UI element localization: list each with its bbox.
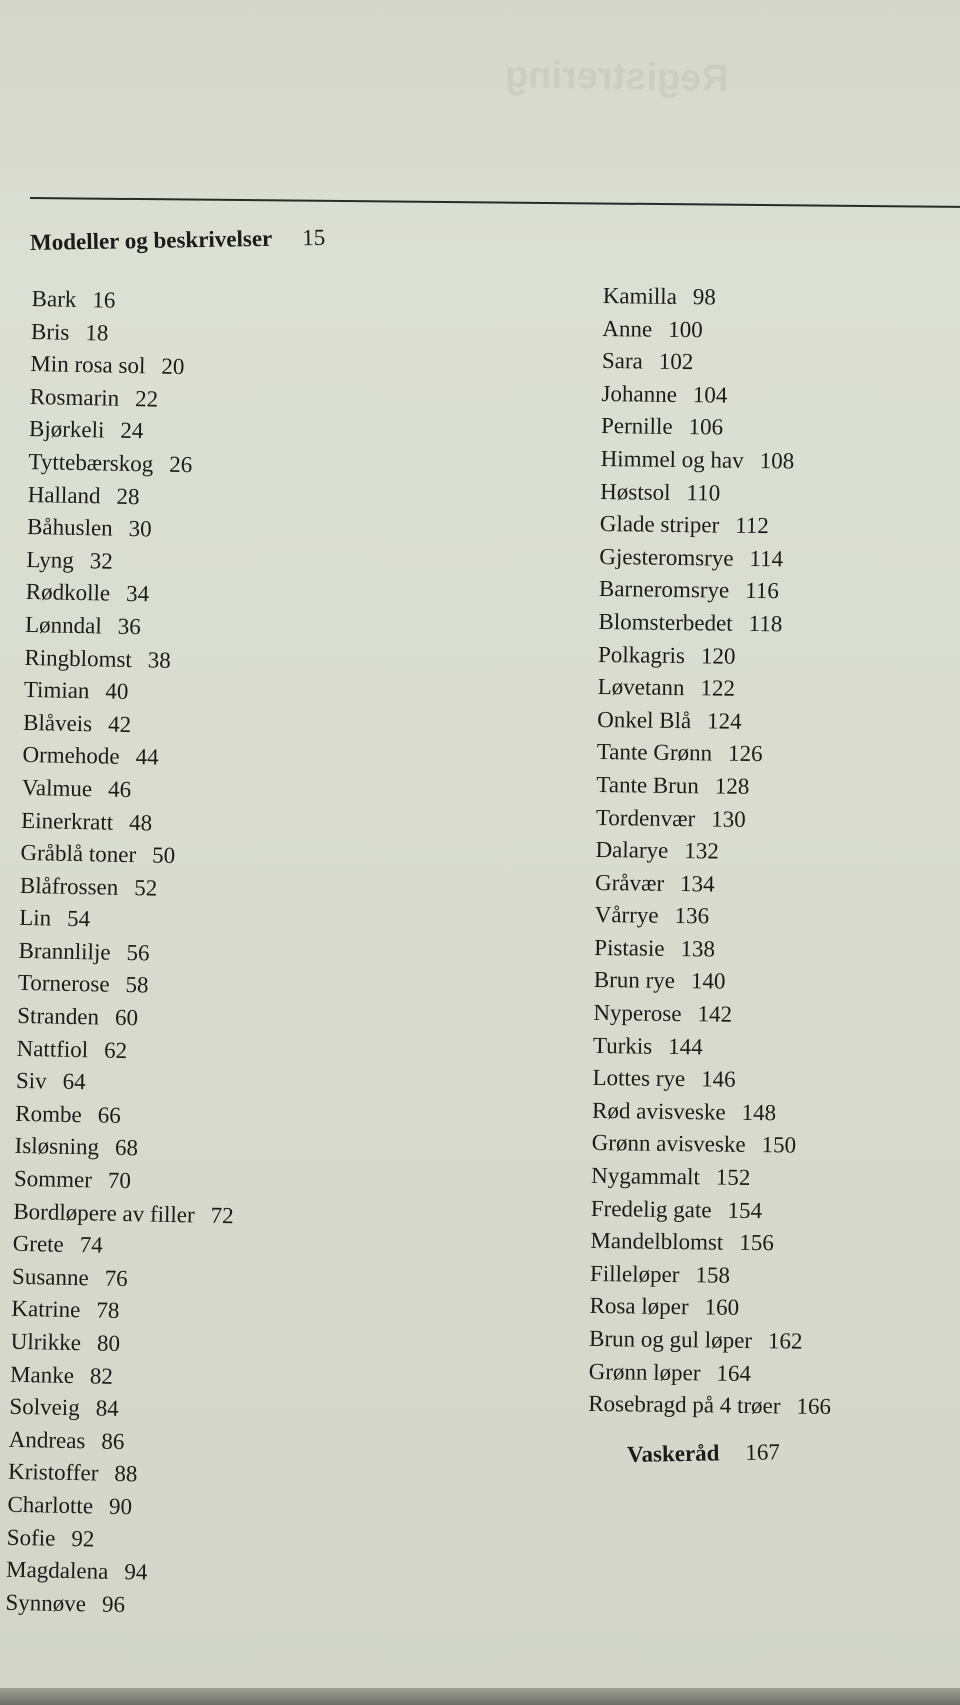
toc-entry xyxy=(14,1163,235,1200)
toc-entry xyxy=(16,1033,237,1070)
toc-entry-title: Rosa løper xyxy=(589,1293,689,1320)
toc-entry xyxy=(596,769,839,805)
toc-entry-title: Solveig xyxy=(9,1393,80,1421)
page-bottom-edge xyxy=(0,1688,960,1705)
footer-section-page: 167 xyxy=(745,1439,781,1465)
toc-entry-title: Kamilla xyxy=(602,282,678,309)
toc-entry-page: 38 xyxy=(147,646,172,673)
toc-entry-title: Bris xyxy=(30,318,70,345)
toc-entry-page: 34 xyxy=(125,581,150,607)
toc-entry xyxy=(590,1225,833,1261)
toc-entry-page: 64 xyxy=(62,1069,86,1095)
toc-entry xyxy=(602,313,845,349)
toc-entry-page: 130 xyxy=(711,805,746,832)
toc-entry-page: 116 xyxy=(745,578,780,604)
toc-entry-page: 166 xyxy=(796,1393,832,1420)
toc-entry-title: Brun rye xyxy=(593,967,676,994)
toc-entry-page: 120 xyxy=(700,642,736,669)
toc-entry-title: Rødkolle xyxy=(25,579,111,606)
toc-entry-page: 142 xyxy=(697,1001,733,1027)
toc-entry-page: 78 xyxy=(96,1297,120,1324)
toc-entry-page: 82 xyxy=(89,1362,114,1389)
toc-entry-title: Anne xyxy=(602,315,653,342)
toc-entry-page: 94 xyxy=(124,1559,148,1585)
toc-entry-page: 150 xyxy=(761,1132,797,1159)
toc-entry-title: Tante Brun xyxy=(596,771,700,799)
toc-entry xyxy=(597,736,840,772)
toc-entry xyxy=(16,1065,237,1102)
toc-entry-page: 156 xyxy=(739,1230,774,1256)
toc-entry-title: Katrine xyxy=(11,1296,81,1323)
toc-entry xyxy=(8,1424,229,1461)
toc-entry-page: 102 xyxy=(658,348,694,375)
toc-entry xyxy=(22,772,243,809)
toc-entry-page: 106 xyxy=(688,414,724,440)
toc-entry xyxy=(11,1293,232,1330)
toc-entry-page: 58 xyxy=(125,972,149,998)
toc-entry-title: Grønn løper xyxy=(588,1358,701,1385)
toc-entry-title: Dalarye xyxy=(595,837,669,863)
toc-entry-page: 158 xyxy=(695,1262,731,1288)
toc-entry xyxy=(23,707,244,744)
toc-entry-title: Einerkratt xyxy=(20,807,114,835)
toc-entry-page: 32 xyxy=(89,547,113,574)
toc-entry xyxy=(5,1586,226,1623)
toc-entry xyxy=(600,508,843,544)
toc-entry-page: 40 xyxy=(105,678,129,705)
toc-entry-title: Himmel og hav xyxy=(600,445,744,473)
toc-entry xyxy=(28,446,249,483)
toc-entry-title: Ulrikke xyxy=(10,1328,82,1356)
footer-section-title: Vaskeråd xyxy=(626,1440,720,1467)
toc-entry xyxy=(19,902,240,939)
header-rule xyxy=(30,197,960,208)
toc-entry xyxy=(18,935,239,972)
toc-entry xyxy=(25,576,246,613)
toc-entry xyxy=(29,381,250,418)
toc-entry-page: 16 xyxy=(92,287,116,313)
toc-entry-title: Lyng xyxy=(26,546,74,573)
toc-entry-title: Vårrye xyxy=(594,902,659,929)
toc-entry-page: 26 xyxy=(169,451,193,478)
toc-entry-page: 52 xyxy=(134,874,158,901)
toc-entry xyxy=(27,511,248,548)
toc-entry-page: 92 xyxy=(71,1525,95,1552)
toc-entry-title: Synnøve xyxy=(5,1589,87,1617)
toc-entry xyxy=(600,443,843,479)
top-margin xyxy=(0,0,960,190)
toc-entry xyxy=(597,671,840,707)
toc-entry-page: 164 xyxy=(716,1360,752,1386)
toc-entry xyxy=(18,967,239,1004)
toc-entry xyxy=(10,1326,231,1363)
toc-entry-title: Sara xyxy=(601,348,643,374)
toc-entry-page: 24 xyxy=(120,418,144,444)
section-heading-title: Modeller og beskrivelser xyxy=(29,225,273,255)
toc-entry xyxy=(594,899,837,935)
toc-entry-page: 118 xyxy=(748,610,783,637)
toc-entry xyxy=(13,1195,234,1232)
toc-entry xyxy=(27,479,248,516)
toc-entry-page: 104 xyxy=(692,381,728,408)
toc-entry-page: 54 xyxy=(66,906,91,932)
toc-entry-title: Barneromsrye xyxy=(598,576,730,604)
toc-entry-title: Susanne xyxy=(11,1263,89,1291)
toc-entry-page: 136 xyxy=(674,903,710,929)
toc-entry-page: 60 xyxy=(114,1004,139,1031)
toc-entry-page: 84 xyxy=(95,1395,119,1422)
toc-entry xyxy=(593,997,836,1033)
toc-entry-page: 126 xyxy=(727,740,763,767)
toc-entry xyxy=(599,541,842,577)
toc-entry-page: 56 xyxy=(126,939,150,966)
toc-entry-page: 48 xyxy=(128,809,153,836)
toc-entry xyxy=(6,1521,227,1558)
toc-entry-page: 46 xyxy=(107,776,132,802)
toc-entry xyxy=(592,1095,835,1131)
toc-entry-title: Andreas xyxy=(8,1426,86,1454)
toc-entry-page: 114 xyxy=(749,545,784,572)
toc-entry xyxy=(12,1261,233,1298)
toc-entry-page: 76 xyxy=(104,1265,128,1291)
toc-entry xyxy=(601,378,844,414)
toc-column-left xyxy=(5,283,252,1623)
toc-entry-page: 36 xyxy=(117,613,142,640)
bleed-through-heading: Registrering xyxy=(504,54,730,100)
toc-entry xyxy=(31,316,252,353)
toc-entry xyxy=(10,1358,231,1395)
toc-entry-title: Ringblomst xyxy=(24,644,133,672)
toc-entry-title: Timian xyxy=(23,677,90,704)
toc-entry-title: Siv xyxy=(15,1068,47,1094)
toc-entry-title: Rosmarin xyxy=(29,383,120,411)
toc-entry-title: Gjesteromsrye xyxy=(599,543,734,571)
toc-entry xyxy=(593,1030,836,1066)
toc-entry-page: 110 xyxy=(686,479,721,506)
toc-entry-page: 154 xyxy=(727,1197,763,1223)
toc-entry xyxy=(12,1228,233,1265)
toc-entry-page: 72 xyxy=(210,1202,234,1228)
toc-entry-page: 62 xyxy=(103,1037,128,1063)
toc-entry-title: Isløsning xyxy=(14,1133,100,1160)
toc-entry xyxy=(597,704,840,740)
toc-entry-title: Magdalena xyxy=(5,1556,109,1584)
toc-entry-title: Brun og gul løper xyxy=(588,1325,753,1354)
toc-entry-title: Polkagris xyxy=(597,641,686,668)
toc-entry-title: Charlotte xyxy=(7,1491,94,1519)
toc-entry xyxy=(598,639,841,675)
toc-entry-title: Båhuslen xyxy=(26,514,113,541)
toc-entry xyxy=(591,1193,834,1229)
toc-entry xyxy=(23,674,244,711)
toc-entry-page: 112 xyxy=(735,512,770,539)
toc-entry-page: 70 xyxy=(107,1167,132,1194)
toc-entry-title: Lønndal xyxy=(24,611,103,639)
toc-entry-title: Blåveis xyxy=(22,709,93,737)
toc-entry xyxy=(595,834,838,870)
toc-entry-page: 30 xyxy=(128,516,152,542)
toc-entry-title: Sofie xyxy=(6,1524,56,1551)
toc-entry xyxy=(24,641,245,678)
toc-entry-title: Rombe xyxy=(15,1100,83,1128)
toc-entry-title: Turkis xyxy=(592,1032,653,1059)
toc-entry xyxy=(589,1323,832,1359)
toc-entry xyxy=(588,1356,831,1392)
toc-entry xyxy=(599,573,842,609)
toc-entry-title: Grønn avisveske xyxy=(591,1130,746,1158)
toc-entry xyxy=(596,801,839,837)
toc-entry-page: 134 xyxy=(679,870,715,897)
toc-entry-page: 74 xyxy=(79,1232,104,1258)
toc-entry-title: Pistasie xyxy=(594,934,665,961)
toc-entry-page: 108 xyxy=(759,448,795,474)
toc-entry xyxy=(30,348,251,385)
toc-entry xyxy=(590,1258,833,1294)
toc-entry-title: Tante Grønn xyxy=(596,739,713,766)
toc-entry xyxy=(20,870,241,907)
toc-entry-page: 88 xyxy=(114,1461,138,1487)
toc-entry xyxy=(591,1160,834,1196)
toc-entry-page: 68 xyxy=(114,1135,139,1161)
toc-entry xyxy=(589,1290,832,1326)
toc-entry xyxy=(601,410,844,446)
toc-entry xyxy=(9,1391,230,1428)
toc-entry xyxy=(31,283,252,320)
toc-entry xyxy=(14,1130,235,1167)
toc-entry-title: Glade striper xyxy=(599,511,720,538)
toc-entry-page: 44 xyxy=(135,744,159,770)
toc-entry-title: Sommer xyxy=(13,1165,93,1193)
toc-entry xyxy=(8,1456,229,1493)
toc-entry-title: Pernille xyxy=(600,413,673,440)
toc-entry-title: Rosebragd på 4 trøer xyxy=(588,1391,781,1419)
toc-entry xyxy=(594,964,837,1000)
toc-entry-page: 80 xyxy=(96,1330,121,1356)
toc-entry xyxy=(595,867,838,903)
toc-entry-title: Gråblå toner xyxy=(20,839,137,868)
toc-entry-title: Manke xyxy=(9,1361,75,1388)
toc-entry-page: 50 xyxy=(151,842,176,869)
toc-entry-page: 124 xyxy=(706,708,742,734)
toc-entry-title: Nygammalt xyxy=(591,1162,701,1190)
toc-entry-title: Tornerose xyxy=(17,970,110,998)
toc-entry-title: Løvetann xyxy=(597,674,685,701)
toc-entry-title: Høstsol xyxy=(600,478,671,505)
toc-entry-page: 98 xyxy=(692,284,717,310)
toc-entry-title: Stranden xyxy=(17,1002,100,1030)
toc-entry-page: 140 xyxy=(690,968,726,995)
toc-entry xyxy=(602,345,845,381)
toc-entry xyxy=(598,606,841,642)
toc-entry-title: Grete xyxy=(12,1231,65,1258)
toc-entry-title: Tordenvær xyxy=(595,804,696,831)
toc-entry-title: Blåfrossen xyxy=(19,872,119,900)
toc-entry-title: Nattfiol xyxy=(16,1035,89,1062)
toc-entry-page: 138 xyxy=(680,935,716,962)
toc-entry xyxy=(29,413,250,450)
toc-entry-page: 66 xyxy=(97,1102,122,1128)
toc-entry-page: 162 xyxy=(767,1328,803,1354)
toc-entry-title: Kristoffer xyxy=(7,1459,99,1486)
toc-entry xyxy=(603,280,846,316)
toc-entry-title: Lin xyxy=(19,905,52,931)
toc-entry xyxy=(25,609,246,646)
toc-entry-page: 90 xyxy=(108,1493,133,1520)
toc-entry-page: 152 xyxy=(715,1164,751,1191)
toc-entry-page: 20 xyxy=(161,353,185,380)
toc-entry-title: Rød avisveske xyxy=(591,1097,726,1125)
toc-entry xyxy=(6,1554,227,1591)
toc-entry-title: Fredelig gate xyxy=(590,1195,712,1223)
toc-entry-page: 148 xyxy=(741,1099,777,1126)
toc-entry-page: 160 xyxy=(704,1294,740,1321)
footer-section-heading xyxy=(627,1439,780,1468)
toc-entry-title: Filleløper xyxy=(589,1260,680,1287)
toc-entry-page: 96 xyxy=(101,1591,126,1617)
toc-entry-title: Johanne xyxy=(601,380,678,407)
toc-entry xyxy=(21,804,242,841)
toc-entry-page: 42 xyxy=(107,711,132,737)
toc-entry xyxy=(7,1489,228,1526)
toc-entry-page: 146 xyxy=(700,1066,736,1093)
toc-entry-title: Ormehode xyxy=(22,742,120,770)
toc-entry-title: Brannlilje xyxy=(18,937,111,965)
toc-entry xyxy=(20,837,241,874)
toc-column-right xyxy=(588,280,846,1424)
toc-entry-page: 28 xyxy=(116,483,140,509)
toc-entry xyxy=(26,544,247,581)
toc-entry-title: Blomsterbedet xyxy=(598,608,733,636)
toc-entry-title: Bjørkeli xyxy=(28,416,105,443)
toc-entry-title: Halland xyxy=(27,481,101,508)
toc-entry-title: Tyttebærskog xyxy=(28,448,154,477)
toc-entry-title: Bark xyxy=(31,285,77,312)
toc-entry-title: Valmue xyxy=(21,774,93,802)
toc-entry xyxy=(17,1000,238,1037)
toc-entry-page: 144 xyxy=(668,1033,703,1060)
toc-entry xyxy=(15,1098,236,1135)
toc-entry-page: 86 xyxy=(101,1428,125,1454)
toc-entry-title: Gråvær xyxy=(594,869,665,896)
toc-entry-page: 18 xyxy=(85,319,109,346)
toc-entry xyxy=(588,1388,831,1424)
toc-entry xyxy=(591,1127,834,1163)
toc-entry-page: 128 xyxy=(714,773,750,799)
toc-entry-page: 100 xyxy=(668,316,703,342)
section-heading xyxy=(30,225,326,256)
toc-entry-title: Lottes rye xyxy=(592,1065,686,1092)
toc-entry-page: 22 xyxy=(134,385,159,412)
toc-entry-title: Mandelblomst xyxy=(590,1228,724,1255)
toc-entry-title: Min rosa sol xyxy=(30,351,146,379)
toc-entry xyxy=(600,476,843,512)
toc-entry-title: Nyperose xyxy=(593,1000,682,1027)
toc-entry-page: 132 xyxy=(684,838,719,864)
toc-entry xyxy=(594,932,837,968)
toc-entry-title: Onkel Blå xyxy=(597,706,692,733)
toc-entry xyxy=(22,739,243,776)
toc-entry-title: Bordløpere av filler xyxy=(13,1198,195,1228)
toc-entry xyxy=(592,1062,835,1098)
section-heading-page: 15 xyxy=(302,224,326,251)
toc-entry-page: 122 xyxy=(700,675,736,701)
